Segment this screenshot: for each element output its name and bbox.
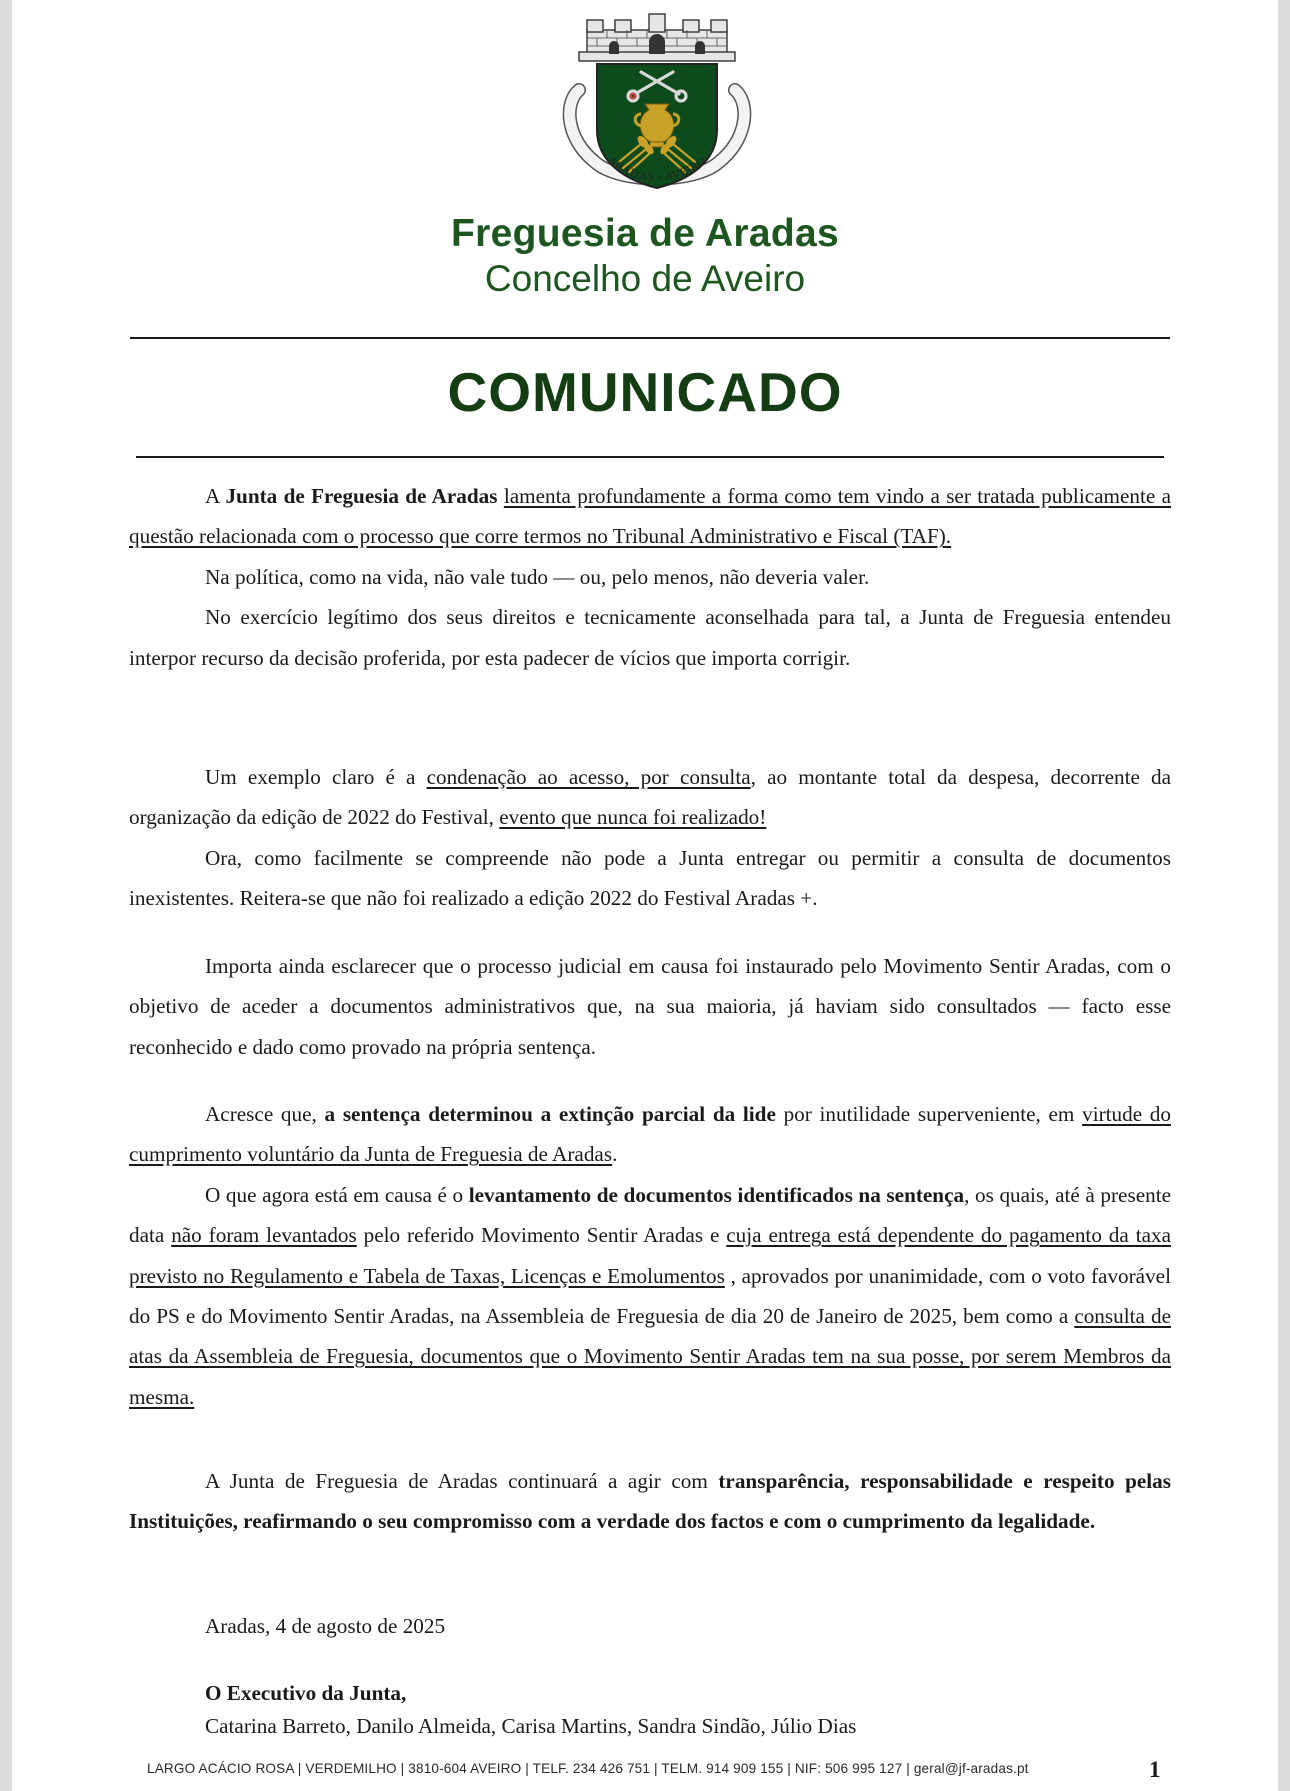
footer-contact: LARGO ACÁCIO ROSA | VERDEMILHO | 3810-604 AVEIRO | TELF. 234 426 751 | TELM. 914 909 155 | NIF: 506 995 127 | geral@jf-aradas.pt [147,1761,1029,1776]
signature-title: O Executivo da Junta, [205,1681,407,1705]
header-divider-top [130,337,1170,339]
body-block-4 [129,1094,1171,1417]
page-number: 1 [1149,1757,1161,1782]
document-heading: COMUNICADO [447,361,843,423]
paragraph-politics: Na política, como na vida, não vale tudo — ou, pelo menos, não deveria valer. [205,564,870,589]
organization-name: Freguesia de Aradas [451,212,839,255]
signature-names: Catarina Barreto, Danilo Almeida, Carisa Martins, Sandra Sindão, Júlio Dias [205,1714,857,1738]
paragraph-commitment: A Junta de Freguesia de Aradas continuará a agir com transparência, responsabilidade e respeito pelas Instituições, reafirmando o seu compromisso com a verdade dos factos e com o cumprimento da legalidade. [129,1469,1172,1534]
paragraph-nonexistent-docs: Ora, como facilmente se compreende não pode a Junta entregar ou permitir a consulta de documentos inexistentes. Reitera-se que não foi realizado a edição 2022 do Festival Aradas +. [129,845,1171,911]
place-and-date: Aradas, 4 de agosto de 2025 [205,1614,446,1638]
paragraph-documents-pickup: O que agora está em causa é o levantamento de documentos identificados na sentença, os quais, até à presente data não foram levantados pelo referido Movimento Sentir Aradas e cuja entrega está dependente do pagamento da taxa previsto no Regulamento e Tabela de Taxas, Licenças e Emolumentos , aprovados por unanimidade, com o voto favorável do PS e do Movimento Sentir Aradas, na Assembleia de Freguesia de dia 20 de Janeiro de 2025, bem como a consulta de atas da Assembleia de Freguesia, documentos que o Movimento Sentir Aradas tem na sua posse, por serem Membros da mesma. [129,1182,1172,1409]
svg-text:ARADAS - AVEIRO: ARADAS - AVEIRO [605,152,709,184]
body-block-2 [129,757,1171,919]
body-block-3 [129,946,1171,1067]
body-block-5 [129,1461,1171,1542]
header-divider-bottom [136,456,1164,458]
paragraph-appeal: No exercício legítimo dos seus direitos e tecnicamente aconselhada para tal, a Junta de Freguesia entendeu interpor recurso da decisão proferida, por esta padecer de vícios que importa corrigir. [129,605,1171,670]
body-block-1 [129,476,1171,678]
paragraph-example: Um exemplo claro é a condenação ao acesso, por consulta, ao montante total da despesa, decorrente da organização da edição de 2022 do Festival, evento que nunca foi realizado! [129,765,1172,830]
document-page [12,0,1278,1791]
coat-of-arms-logo [557,12,757,208]
paragraph-sentence: Acresce que, a sentença determinou a extinção parcial da lide por inutilidade superveniente, em virtude do cumprimento voluntário da Junta de Freguesia de Aradas. [129,1102,1171,1167]
paragraph-intro: A Junta de Freguesia de Aradas lamenta profundamente a forma como tem vindo a ser tratada publicamente a questão relacionada com o processo que corre termos no Tribunal Administrativo e Fiscal (TAF). [129,484,1172,549]
paragraph-lawsuit: Importa ainda esclarecer que o processo judicial em causa foi instaurado pelo Movimento Sentir Aradas, com o objetivo de aceder a documentos administrativos que, na sua maioria, já haviam sido consultados — facto esse reconhecido e dado como provado na própria sentença. [129,954,1171,1059]
municipality-name: Concelho de Aveiro [484,258,806,299]
